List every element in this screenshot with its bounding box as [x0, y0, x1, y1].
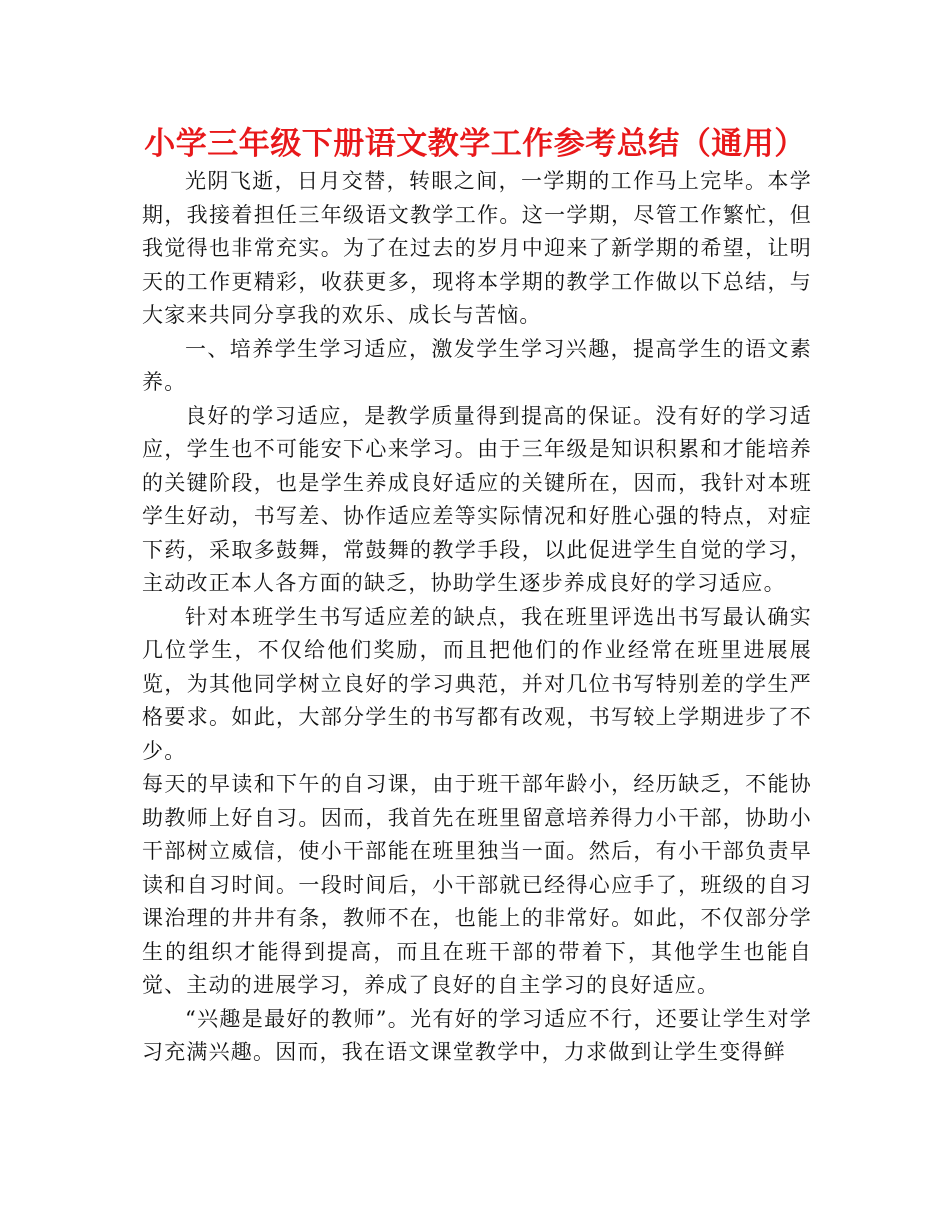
paragraph-line: 我觉得也非常充实。为了在过去的岁月中迎来了新学期的希望，让明 — [142, 236, 812, 260]
paragraph-line: 主动改正本人各方面的缺乏，协助学生逐步养成良好的学习适应。 — [142, 571, 786, 595]
paragraph-line: 干部树立威信，使小干部能在班里独当一面。然后，有小干部负责早 — [142, 839, 812, 863]
paragraph-line: 课治理的井井有条，教师不在，也能上的非常好。如此，不仅部分学 — [142, 906, 812, 930]
paragraph — [142, 333, 812, 400]
paragraph-line: 期，我接着担任三年级语文教学工作。这一学期，尽管工作繁忙，但 — [142, 202, 812, 227]
paragraph-line: 天的工作更精彩，收获更多，现将本学期的教学工作做以下总结，与 — [142, 269, 812, 294]
paragraph — [142, 165, 812, 333]
document-body — [142, 165, 812, 1070]
paragraph-line: 每天的早读和下午的自习课，由于班干部年龄小，经历缺乏，不能协 — [142, 772, 812, 796]
paragraph-line: 下药，采取多鼓舞，常鼓舞的教学手段，以此促进学生自觉的学习， — [142, 537, 812, 562]
paragraph-line: 学生好动，书写差、协作适应差等实际情况和好胜心强的特点，对症 — [142, 504, 812, 528]
paragraph-line: 求。如此，大部分学生的书写都有改观，书写较上学期进步了不少。 — [142, 705, 812, 763]
paragraph-line: 读和自习时间。一段时间后，小干部就已经得心应手了，班级的自习 — [142, 872, 812, 897]
paragraph-line: 助教师上好自习。因而，我首先在班里留意培养得力小干部，协助小 — [142, 805, 812, 830]
paragraph-line: 几位学生，不仅给他们奖励，而且把他们的作业经常在班里进展展览， — [142, 638, 812, 696]
paragraph — [142, 400, 812, 601]
document-title: 小学三年级下册语文教学工作参考总结（通用） — [144, 126, 806, 162]
paragraph-line: 学习充满兴趣。因而，我在语文课堂教学中，力求做到让学生变得鲜 — [142, 1006, 812, 1064]
paragraph-line: 良好的学习适应，是教学质量得到提高的保证。没有好的学习适 — [185, 403, 812, 428]
paragraph — [142, 1003, 812, 1070]
paragraph-line: “兴趣是最好的教师”。光有好的学习适应不行，还要让学生对 — [185, 1006, 790, 1031]
paragraph-line: 生的组织才能得到提高，而且在班干部的带着下，其他学生也能自觉、 — [142, 939, 812, 997]
paragraph-line: 一、培养学生学习适应，激发学生学习兴趣，提高学生的语文素 — [185, 336, 812, 361]
paragraph — [142, 768, 812, 1003]
paragraph-line: 为其他同学树立良好的学习典范，并对几位书写特别差的学生严格要 — [142, 671, 812, 729]
paragraph-line: 的关键阶段，也是学生养成良好适应的关键所在，因而，我针对本班 — [142, 470, 812, 495]
paragraph-line: 主动的进展学习，养成了良好的自主学习的良好适应。 — [186, 973, 720, 997]
paragraph-line: 针对本班学生书写适应差的缺点，我在班里评选出书写最认确实 — [185, 604, 812, 629]
paragraph-line: 大家来共同分享我的欢乐、成长与苦恼。 — [142, 303, 542, 327]
paragraph-line: 光阴飞逝，日月交替，转眼之间，一学期的工作马上完毕。本学 — [185, 169, 812, 193]
paragraph — [142, 601, 812, 769]
paragraph-line: 养。 — [142, 370, 187, 394]
paragraph-line: 应，学生也不可能安下心来学习。由于三年级是知识积累和才能培养 — [142, 437, 812, 461]
